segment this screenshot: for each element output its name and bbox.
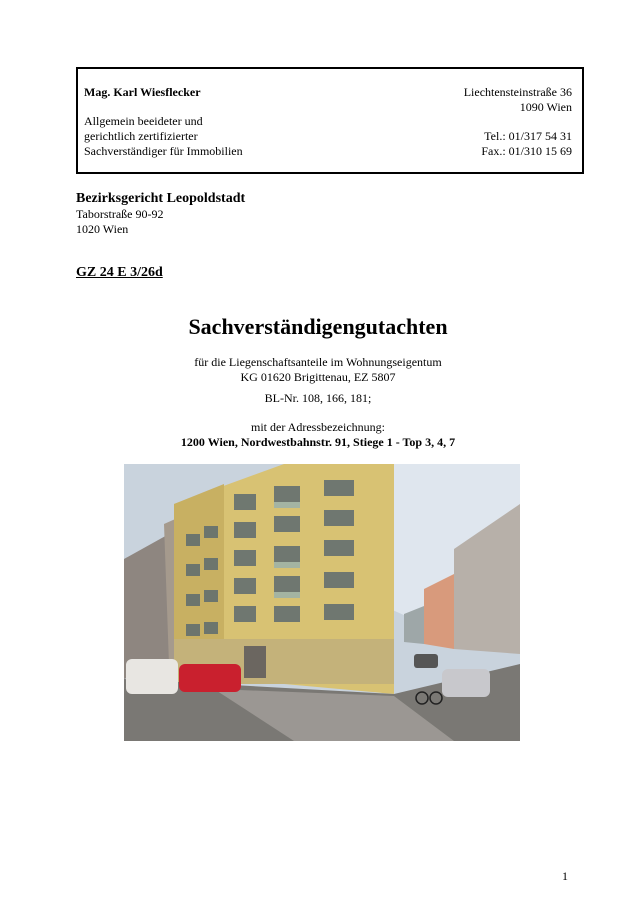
address-label: mit der Adressbezeichnung: [251,420,385,434]
building-photo [124,464,520,741]
expert-city: 1090 Wien [519,100,572,114]
expert-desc-line3: Sachverständiger für Immobilien [84,144,243,158]
address-block [0,420,636,450]
expert-contact [464,85,572,159]
bl-numbers: BL-Nr. 108, 166, 181; [264,391,372,405]
expert-street: Liechtensteinstraße 36 [463,85,572,99]
court-name: Bezirksgericht Leopoldstadt [76,191,246,206]
court-city: 1020 Wien [76,222,129,236]
expert-desc-line1: Allgemein beeideter und [84,114,203,128]
property-line1: für die Liegenschaftsanteile im Wohnungseigentum [194,355,442,369]
document-title: Sachverständigengutachten [188,314,448,339]
court-street: Taborstraße 90-92 [76,207,164,221]
case-number: GZ 24 E 3/26d [76,265,163,280]
property-description [0,355,636,385]
property-address: 1200 Wien, Nordwestbahnstr. 91, Stiege 1 - Top 3, 4, 7 [180,435,456,449]
expert-name: Mag. Karl Wiesflecker [84,85,201,99]
expert-tel: Tel.: 01/317 54 31 [484,129,572,143]
letterhead-box [76,67,584,174]
expert-info [84,85,243,159]
property-line2: KG 01620 Brigittenau, EZ 5807 [240,370,396,384]
page-number: 1 [562,869,568,883]
expert-desc-line2: gerichtlich zertifizierter [84,129,198,143]
court-address [76,190,245,237]
building-photo-illustration [124,464,520,741]
expert-fax: Fax.: 01/310 15 69 [481,144,572,158]
